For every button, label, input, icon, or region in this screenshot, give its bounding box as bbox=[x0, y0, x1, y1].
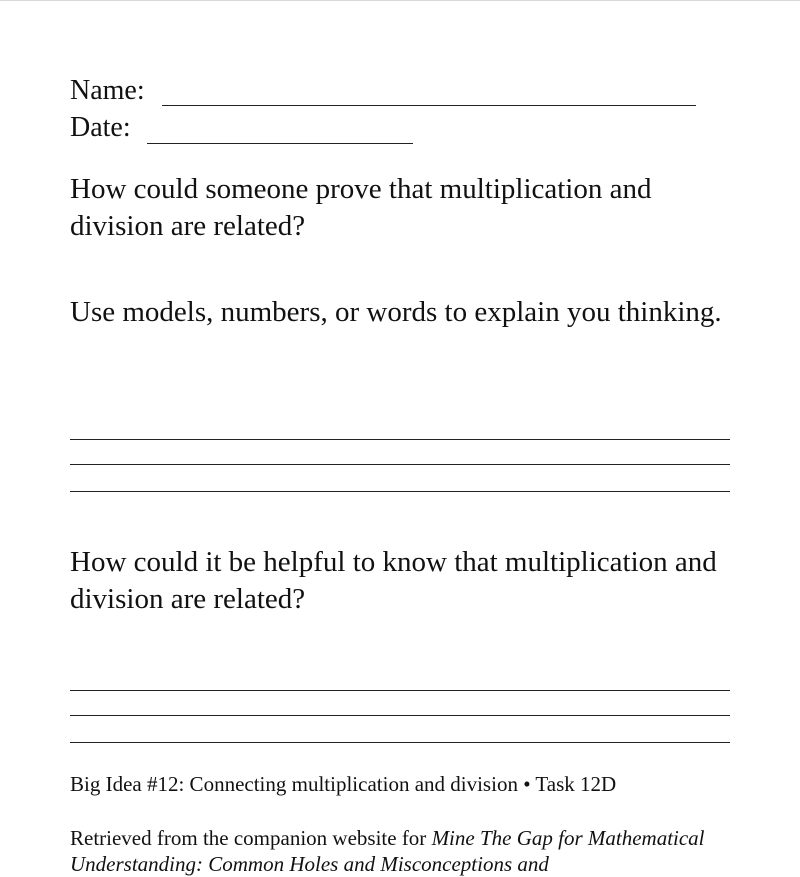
instruction-explain-thinking: Use models, numbers, or words to explain you thinking. bbox=[70, 296, 722, 328]
answer-line[interactable] bbox=[70, 742, 730, 743]
source-book-title: Mine The Gap for Mathematical Understanding: Common Holes and Misconceptions and bbox=[70, 826, 705, 876]
source-prefix: Retrieved from the companion website for bbox=[70, 826, 432, 850]
date-field-row bbox=[70, 112, 131, 144]
answer-line[interactable] bbox=[70, 690, 730, 691]
footer-source-citation bbox=[70, 825, 750, 877]
answer-line[interactable] bbox=[70, 439, 730, 440]
name-field-row bbox=[70, 75, 145, 107]
date-label: Date: bbox=[70, 112, 131, 143]
name-label: Name: bbox=[70, 75, 145, 106]
answer-line[interactable] bbox=[70, 464, 730, 465]
answer-line[interactable] bbox=[70, 491, 730, 492]
footer-task-label: Big Idea #12: Connecting multiplication and division • Task 12D bbox=[70, 772, 617, 796]
question-prove-relationship: How could someone prove that multiplication and division are related? bbox=[70, 173, 652, 242]
answer-line[interactable] bbox=[70, 715, 730, 716]
question-helpful-relationship: How could it be helpful to know that multiplication and division are related? bbox=[70, 546, 717, 615]
name-blank-line[interactable] bbox=[162, 105, 696, 106]
date-blank-line[interactable] bbox=[147, 143, 413, 144]
